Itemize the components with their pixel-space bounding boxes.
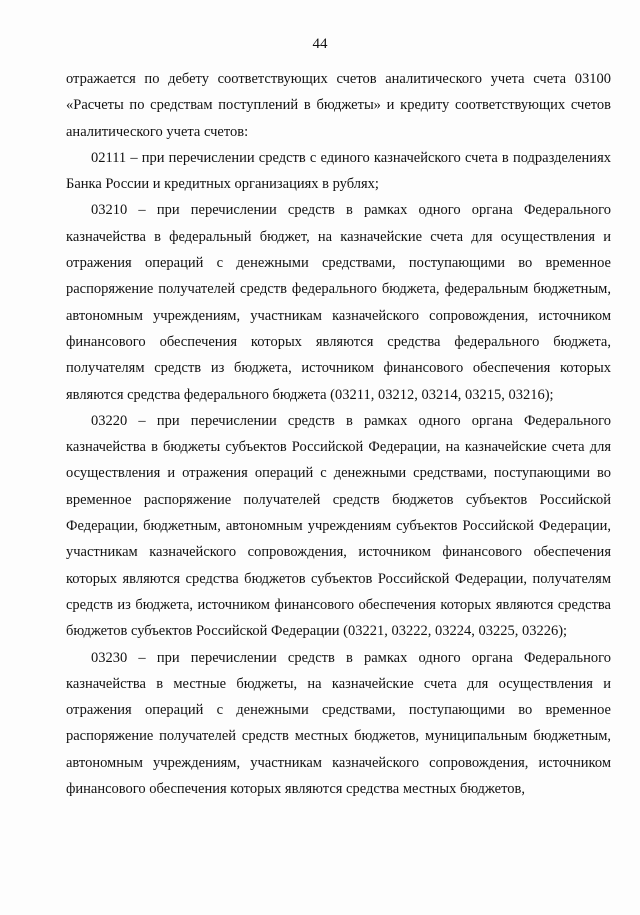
paragraph-02111: 02111 – при перечислении средств с единого казначейского счета в подразделениях Банка России и кредитных организациях в рублях; <box>66 149 611 193</box>
paragraph-03230: 03230 – при перечислении средств в рамках одного органа Федерального казначейства в местные бюджеты, на казначейские счета для осуществления и отражения операций с денежными средствами, поступающими во временное распоряжение получателей средств местных бюджетов, муниципальным бюджетным, автономным учреждениям, участникам казначейского сопровождения, источником финансового обеспечения которых являются средства местных бюджетов, <box>66 649 611 798</box>
document-body <box>66 66 611 802</box>
paragraph-03210: 03210 – при перечислении средств в рамках одного органа Федерального казначейства в федеральный бюджет, на казначейские счета для осуществления и отражения операций с денежными средствами, поступающими во временное распоряжение получателей средств федерального бюджета, федеральным бюджетным, автономным учреждениям, участникам казначейского сопровождения, источником финансового обеспечения которых являются средства федерального бюджета, получателям средств из бюджета, источником финансового обеспечения которых являются средства федерального бюджета (03211, 03212, 03214, 03215, 03216); <box>66 202 611 403</box>
page-number: 44 <box>312 36 328 52</box>
paragraph-03220: 03220 – при перечислении средств в рамках одного органа Федерального казначейства в бюджеты субъектов Российской Федерации, на казначейские счета для осуществления и отражения операций с денежными средствами, поступающими во временное распоряжение получателей средств бюджетов субъектов Российской Федерации, бюджетным, автономным учреждениям субъектов Российской Федерации, участникам казначейского сопровождения, источником финансового обеспечения которых являются средства бюджетов субъектов Российской Федерации, получателям средств из бюджета, источником финансового обеспечения которых являются средства бюджетов субъектов Российской Федерации (03221, 03222, 03224, 03225, 03226); <box>66 412 611 640</box>
paragraph-intro: отражается по дебету соответствующих счетов аналитического учета счета 03100 «Расчеты по средствам поступлений в бюджеты» и кредиту соответствующих счетов аналитического учета счетов: <box>66 71 611 140</box>
